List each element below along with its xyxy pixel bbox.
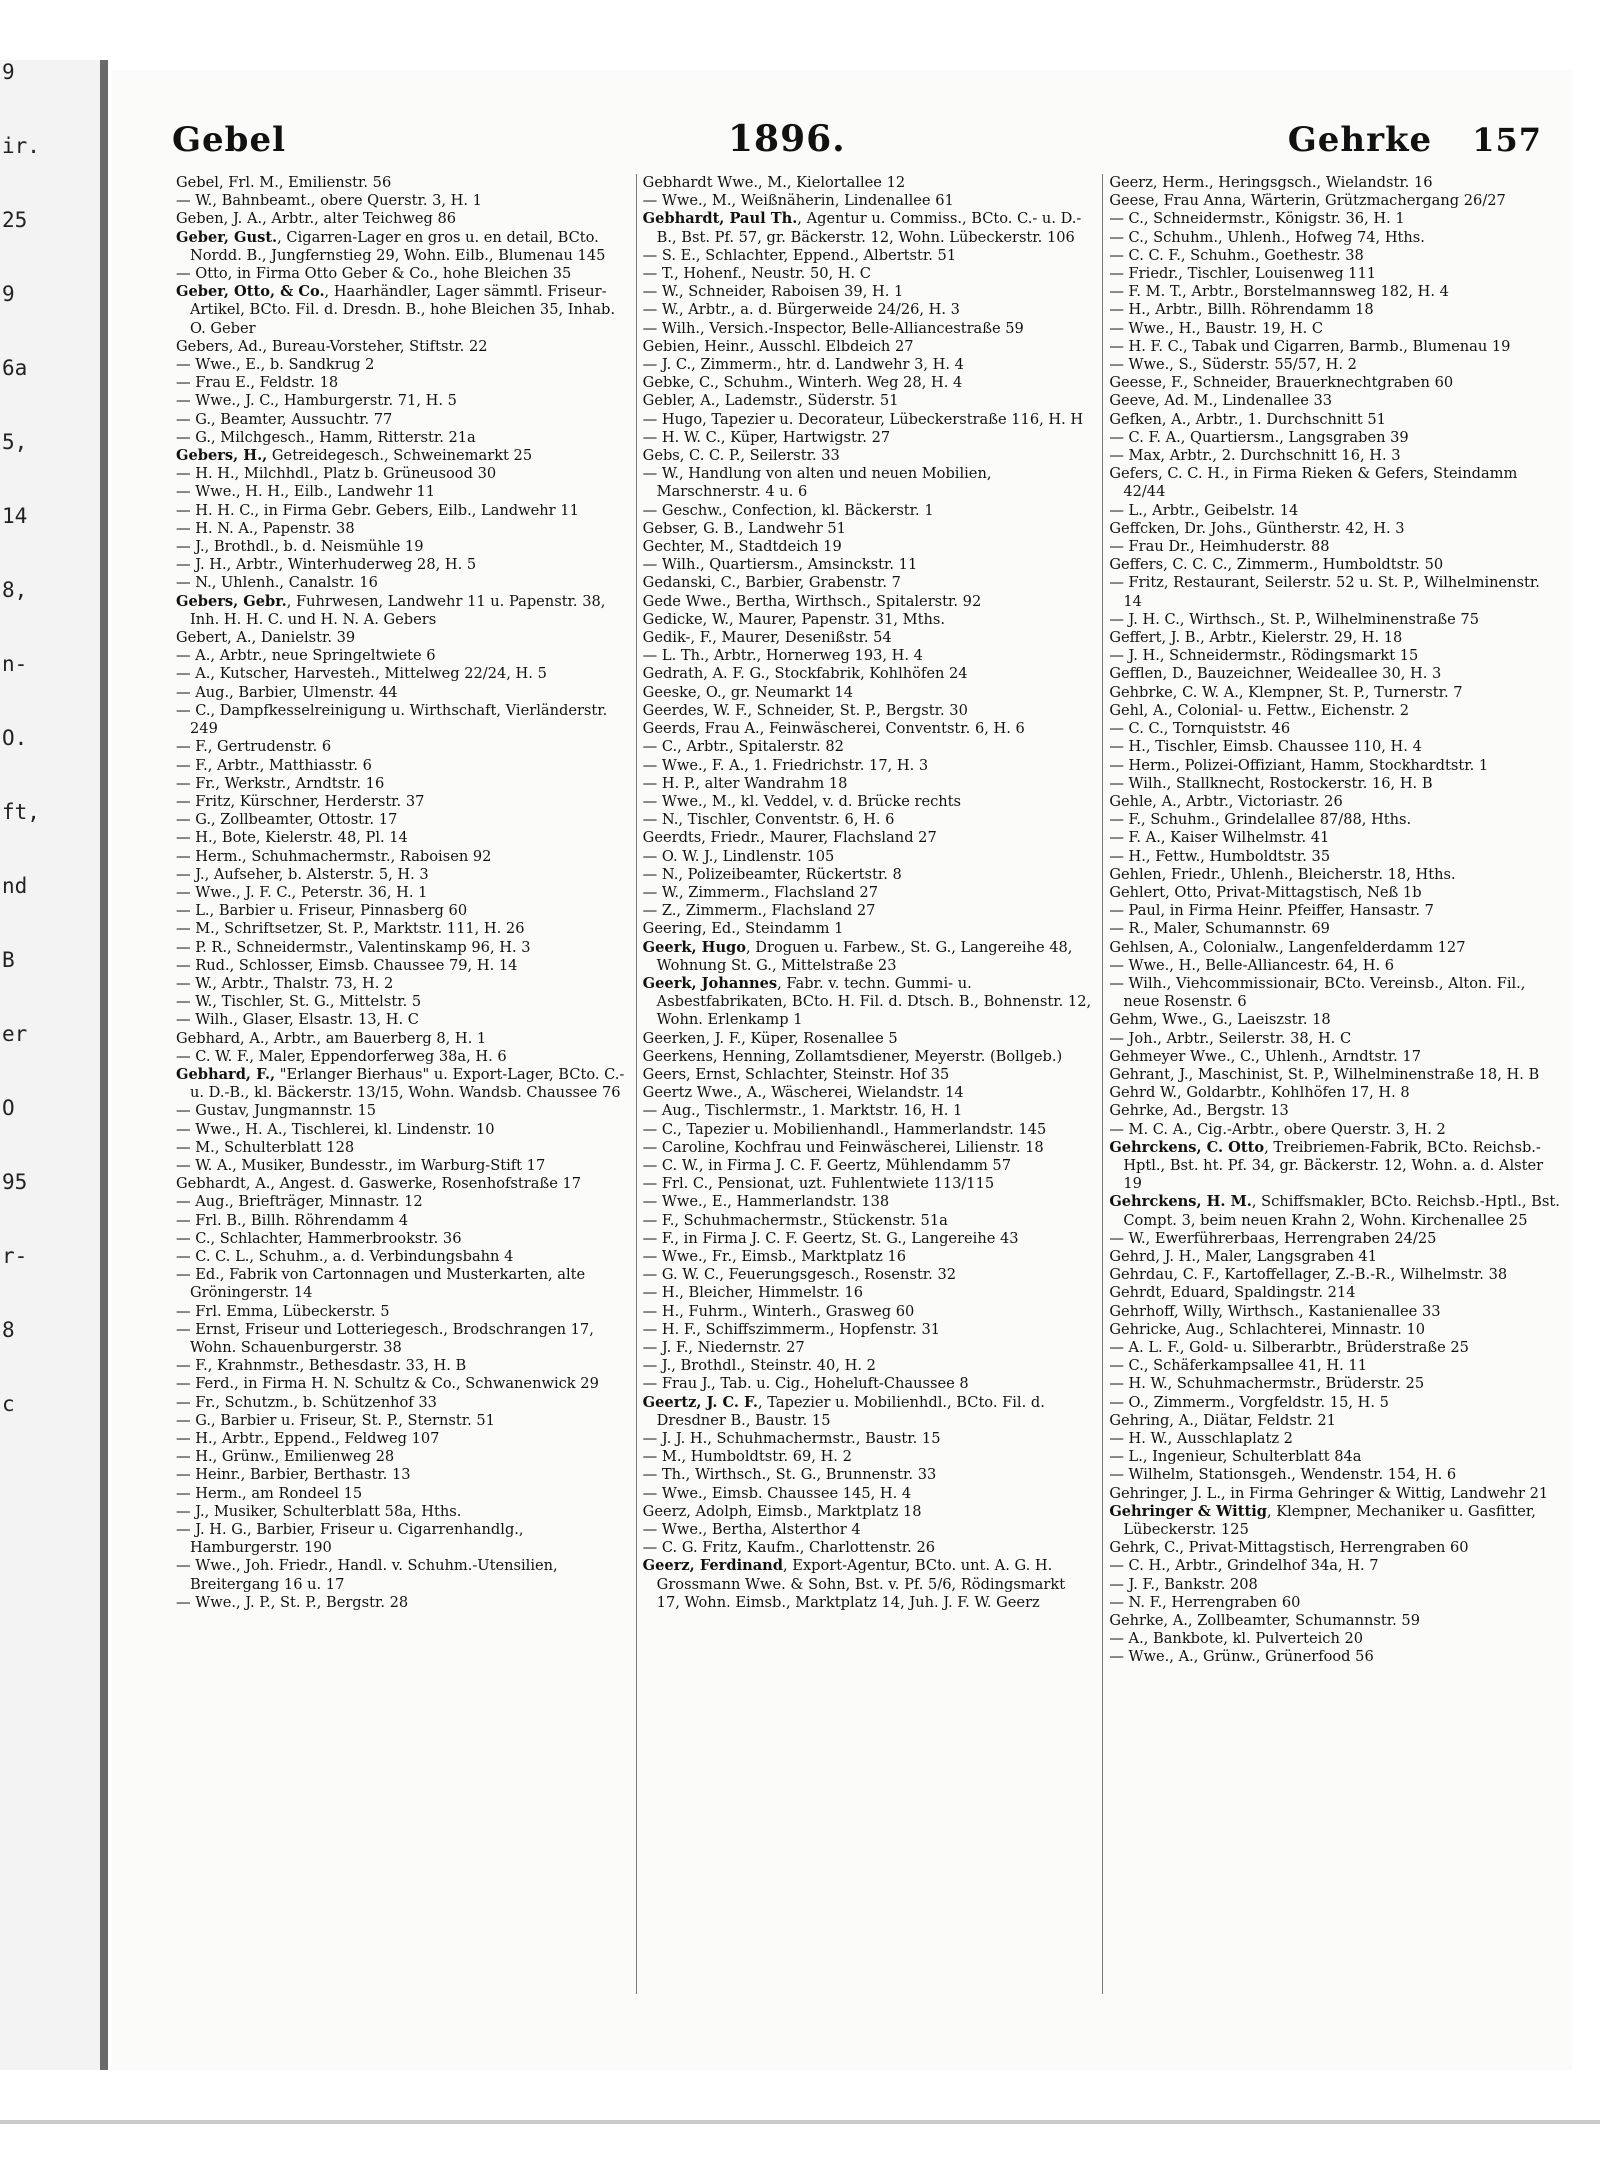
directory-entry: — N. F., Herrengraben 60	[1109, 1593, 1301, 1611]
directory-entry: — A., Bankbote, kl. Pulverteich 20	[1109, 1630, 1364, 1648]
directory-entry: Gedrath, A. F. G., Stockfabrik, Kohlhöfen 24	[642, 665, 968, 683]
header-year: 1896.	[727, 118, 846, 160]
directory-entry: — J. H., Arbtr., Winterhuderweg 28, H. 5	[176, 556, 477, 574]
directory-entry: Gehlen, Friedr., Uhlenh., Bleicherstr. 18, Hths.	[1109, 865, 1456, 883]
directory-entry: — Hugo, Tapezier u. Decorateur, Lübeckerstraße 116, H. H	[642, 410, 1084, 428]
header-right-keyword: Gehrke	[1287, 120, 1433, 160]
directory-entry: — M., Humboldtstr. 69, H. 2	[642, 1448, 852, 1466]
directory-entry: — Fr., Werkstr., Arndtstr. 16	[176, 774, 385, 792]
directory-entry: Gehrdt, Eduard, Spaldingstr. 214	[1109, 1284, 1356, 1302]
directory-entry: Geben, J. A., Arbtr., alter Teichweg 86	[176, 210, 457, 228]
directory-entry: — W., Bahnbeamt., obere Querstr. 3, H. 1	[176, 192, 482, 210]
left-edge-fragment: 8,	[2, 578, 28, 602]
directory-entry: — W., Arbtr., Thalstr. 73, H. 2	[176, 974, 394, 992]
left-edge-fragment: n-	[2, 652, 28, 676]
directory-entry: — H. F., Schiffszimmerm., Hopfenstr. 31	[642, 1320, 941, 1338]
directory-entry: — Z., Zimmerm., Flachsland 27	[642, 902, 876, 920]
directory-entry: Geber, Otto, & Co., Haarhändler, Lager sämmtl. Friseur-Artikel, BCto. Fil. d. Dresdn. B., hohe Bleichen 35, Inhab. O. Geber	[176, 283, 616, 337]
directory-entry: — P. R., Schneidermstr., Valentinskamp 96, H. 3	[176, 938, 531, 956]
directory-entry: — Frl. Emma, Lübeckerstr. 5	[176, 1302, 390, 1320]
directory-entry: Gebser, G. B., Landwehr 51	[642, 519, 846, 537]
directory-entry: Gehlert, Otto, Privat-Mittagstisch, Neß 1b	[1109, 883, 1422, 901]
directory-entry: — F., Schuhm., Grindelallee 87/88, Hths.	[1109, 811, 1412, 829]
directory-entry: — S. E., Schlachter, Eppend., Albertstr. 51	[642, 246, 957, 264]
directory-entry: — H. H. C., in Firma Gebr. Gebers, Eilb., Landwehr 11	[176, 501, 579, 519]
column-2	[637, 174, 1104, 1994]
directory-entry: — O., Zimmerm., Vorgfeldstr. 15, H. 5	[1109, 1393, 1389, 1411]
directory-entry: — C., Schuhm., Uhlenh., Hofweg 74, Hths.	[1109, 228, 1425, 246]
directory-entry: — Wwe., H., Baustr. 19, H. C	[1109, 319, 1324, 337]
directory-entry: Gebhard, A., Arbtr., am Bauerberg 8, H. 1	[176, 1029, 487, 1047]
left-edge-fragment: 25	[2, 208, 28, 232]
directory-entry: — Wwe., A., Grünw., Grünerfood 56	[1109, 1648, 1374, 1666]
directory-entry: — C., Schäferkampsallee 41, H. 11	[1109, 1357, 1367, 1375]
directory-entry: Gede Wwe., Bertha, Wirthsch., Spitalerstr. 92	[642, 592, 982, 610]
directory-entry: Gebien, Heinr., Ausschl. Elbdeich 27	[642, 337, 914, 355]
directory-entry: — J. F., Bankstr. 208	[1109, 1575, 1258, 1593]
directory-entry: Gehrke, A., Zollbeamter, Schumannstr. 59	[1109, 1612, 1421, 1630]
column-1	[170, 174, 637, 1994]
directory-entry: — M., Schriftsetzer, St. P., Marktstr. 111, H. 26	[176, 920, 525, 938]
directory-entry: — Wwe., J. P., St. P., Bergstr. 28	[176, 1593, 409, 1611]
directory-entry: — C., Schneidermstr., Königstr. 36, H. 1	[1109, 210, 1405, 228]
directory-entry: — Wwe., E., b. Sandkrug 2	[176, 356, 375, 374]
left-edge-fragment: 6a	[2, 356, 28, 380]
directory-entry: Gebers, Gebr., Fuhrwesen, Landwehr 11 u. Papenstr. 38, Inh. H. H. C. und H. N. A. Gebers	[176, 592, 606, 628]
directory-entry: — Wwe., F. A., 1. Friedrichstr. 17, H. 3	[642, 756, 929, 774]
directory-entry: — Wwe., Fr., Eimsb., Marktplatz 16	[642, 1247, 907, 1265]
directory-entry: — Wwe., J. C., Hamburgerstr. 71, H. 5	[176, 392, 457, 410]
directory-entry: Geerdes, W. F., Schneider, St. P., Bergstr. 30	[642, 701, 968, 719]
directory-entry: — H., Fuhrm., Winterh., Grasweg 60	[642, 1302, 915, 1320]
directory-entry: — G., Beamter, Aussuchtr. 77	[176, 410, 393, 428]
directory-entry: Gehrckens, C. Otto, Treibriemen-Fabrik, BCto. Reichsb.-Hptl., Bst. ht. Pf. 34, gr. Bäckerstr. 12, Wohn. a. d. Alster 19	[1109, 1138, 1544, 1193]
directory-entry: Gehrke, Ad., Bergstr. 13	[1109, 1102, 1289, 1120]
directory-entry: Geeske, O., gr. Neumarkt 14	[642, 683, 854, 701]
directory-entry: — F., Schuhmachermstr., Stückenstr. 51a	[642, 1211, 948, 1229]
directory-entry: — Frl. C., Pensionat, uzt. Fuhlentwiete 113/115	[642, 1175, 995, 1193]
directory-entry: Gehbrke, C. W. A., Klempner, St. P., Turnerstr. 7	[1109, 683, 1463, 701]
directory-entry: Geese, Frau Anna, Wärterin, Grützmachergang 26/27	[1109, 192, 1506, 210]
directory-entry: — G., Zollbeamter, Ottostr. 17	[176, 811, 398, 829]
directory-entry: — Wwe., Joh. Friedr., Handl. v. Schuhm.-Utensilien, Breitergang 16 u. 17	[176, 1557, 558, 1593]
directory-entry: Gefers, C. C. H., in Firma Rieken & Gefers, Steindamm 42/44	[1109, 465, 1518, 501]
directory-entry: Geerdts, Friedr., Maurer, Flachsland 27	[642, 829, 937, 847]
directory-entry: — M. C. A., Cig.-Arbtr., obere Querstr. 3, H. 2	[1109, 1120, 1446, 1138]
directory-entry: Gehrdau, C. F., Kartoffellager, Z.-B.-R., Wilhelmstr. 38	[1109, 1266, 1508, 1284]
directory-entry: — Wwe., H., Belle-Alliancestr. 64, H. 6	[1109, 956, 1395, 974]
left-page-edge-text	[2, 60, 40, 1466]
directory-entry: Gebhardt, Paul Th., Agentur u. Commiss., BCto. C.- u. D.-B., Bst. Pf. 57, gr. Bäckerstr. 12, Wohn. Lübeckerstr. 106	[642, 210, 1082, 246]
directory-entry: — H. P., alter Wandrahm 18	[642, 774, 848, 792]
directory-entry: Geffers, C. C. C., Zimmerm., Humboldtstr. 50	[1109, 556, 1444, 574]
directory-entry: — T., Hohenf., Neustr. 50, H. C	[642, 265, 871, 283]
directory-entry: Gebert, A., Danielstr. 39	[176, 629, 356, 647]
directory-entry: Gebers, H., Getreidegesch., Schweinemarkt 25	[176, 447, 533, 465]
directory-entry: — H., Grünw., Emilienweg 28	[176, 1448, 395, 1466]
directory-columns	[170, 174, 1570, 1994]
directory-entry: Geerk, Johannes, Fabr. v. techn. Gummi- u. Asbestfabrikaten, BCto. H. Fil. d. Dtsch. B., Bohnenstr. 12, Wohn. Erlenkamp 1	[642, 974, 1092, 1029]
directory-entry: — Wwe., S., Süderstr. 55/57, H. 2	[1109, 356, 1357, 374]
directory-entry: — W., Ewerführerbaas, Herrengraben 24/25	[1109, 1229, 1437, 1247]
directory-entry: Geerz, Herm., Heringsgsch., Wielandstr. 16	[1109, 174, 1433, 191]
directory-entry: Gedicke, W., Maurer, Papenstr. 31, Mths.	[642, 610, 945, 628]
left-edge-fragment: c	[2, 1392, 15, 1416]
left-edge-fragment: nd	[2, 874, 28, 898]
directory-entry: Gehringer & Wittig, Klempner, Mechaniker u. Gasfitter, Lübeckerstr. 125	[1109, 1502, 1536, 1539]
left-edge-fragment: 8	[2, 1318, 15, 1342]
left-edge-fragment: ir.	[2, 134, 40, 158]
left-edge-fragment: er	[2, 1022, 28, 1046]
directory-entry: — C. F. A., Quartiersm., Langsgraben 39	[1109, 428, 1409, 446]
directory-entry: — C. C. L., Schuhm., a. d. Verbindungsbahn 4	[176, 1247, 514, 1265]
directory-entry: — W., Zimmerm., Flachsland 27	[642, 883, 878, 901]
directory-entry: — G. W. C., Feuerungsgesch., Rosenstr. 32	[642, 1266, 957, 1284]
directory-entry: — H., Bleicher, Himmelstr. 16	[642, 1284, 864, 1302]
directory-entry: — W., Schneider, Raboisen 39, H. 1	[642, 283, 904, 301]
book-gutter	[100, 60, 108, 2070]
directory-entry: — H., Arbtr., Billh. Röhrendamm 18	[1109, 301, 1374, 319]
directory-entry: — C., Tapezier u. Mobilienhandl., Hammerlandstr. 145	[642, 1120, 1047, 1138]
directory-entry: — Herm., Polizei-Offiziant, Hamm, Stockhardtstr. 1	[1109, 756, 1489, 774]
directory-entry: — C. C. F., Schuhm., Goethestr. 38	[1109, 246, 1364, 264]
directory-entry: Gehrant, J., Maschinist, St. P., Wilhelminenstraße 18, H. B	[1109, 1065, 1540, 1083]
directory-entry: — H., Fettw., Humboldtstr. 35	[1109, 847, 1331, 865]
directory-entry: — Frl. B., Billh. Röhrendamm 4	[176, 1211, 409, 1229]
directory-entry: — N., Tischler, Conventstr. 6, H. 6	[642, 811, 895, 829]
directory-entry: — R., Maler, Schumannstr. 69	[1109, 920, 1330, 938]
directory-entry: Gehrd W., Goldarbtr., Kohlhöfen 17, H. 8	[1109, 1084, 1410, 1102]
directory-entry: Gehring, A., Diätar, Feldstr. 21	[1109, 1411, 1336, 1429]
directory-entry: — F., Krahnmstr., Bethesdastr. 33, H. B	[176, 1357, 467, 1375]
directory-entry: Gebhard, F., "Erlanger Bierhaus" u. Export-Lager, BCto. C.- u. D.-B., kl. Bäckerstr. 13/15, Wohn. Wandsb. Chaussee 76	[176, 1065, 625, 1102]
directory-entry: Gehrk, C., Privat-Mittagstisch, Herrengraben 60	[1109, 1539, 1469, 1557]
directory-entry: Geers, Ernst, Schlachter, Steinstr. Hof 35	[642, 1065, 950, 1083]
directory-entry: Gebke, C., Schuhm., Winterh. Weg 28, H. 4	[642, 374, 963, 392]
directory-entry: Geerk, Hugo, Droguen u. Farbew., St. G., Langereihe 48, Wohnung St. G., Mittelstraße 23	[642, 938, 1073, 974]
directory-entry: — Aug., Briefträger, Minnastr. 12	[176, 1193, 423, 1211]
directory-entry: — A. L. F., Gold- u. Silberarbtr., Brüderstraße 25	[1109, 1339, 1469, 1356]
directory-entry: — Herm., Schuhmachermstr., Raboisen 92	[176, 847, 492, 865]
directory-entry: — N., Polizeibeamter, Rückertstr. 8	[642, 865, 902, 883]
directory-entry: — Friedr., Tischler, Louisenweg 111	[1109, 265, 1377, 283]
directory-entry: — F. A., Kaiser Wilhelmstr. 41	[1109, 829, 1330, 847]
directory-entry: — Ed., Fabrik von Cartonnagen und Musterkarten, alte Gröningerstr. 14	[176, 1266, 586, 1302]
directory-entry: Gebhardt Wwe., M., Kielortallee 12	[642, 174, 906, 191]
left-edge-fragment: O.	[2, 726, 28, 750]
directory-entry: — C., Dampfkesselreinigung u. Wirthschaft, Vierländerstr. 249	[176, 701, 608, 738]
directory-entry: Geering, Ed., Steindamm 1	[642, 920, 844, 938]
directory-entry: — Herm., am Rondeel 15	[176, 1484, 363, 1502]
directory-entry: — Geschw., Confection, kl. Bäckerstr. 1	[642, 501, 934, 519]
directory-entry: — Aug., Tischlermstr., 1. Marktstr. 16, H. 1	[642, 1102, 963, 1120]
directory-entry: Gehringer, J. L., in Firma Gehringer & Wittig, Landwehr 21	[1109, 1484, 1549, 1502]
directory-entry: — W., Handlung von alten und neuen Mobilien, Marschnerstr. 4 u. 6	[642, 465, 992, 501]
directory-entry: Gehrckens, H. M., Schiffsmakler, BCto. Reichsb.-Hptl., Bst. Compt. 3, beim neuen Krahn 2, Wohn. Kirchenallee 25	[1109, 1193, 1560, 1229]
directory-entry: — Otto, in Firma Otto Geber & Co., hohe Bleichen 35	[176, 265, 572, 283]
directory-entry: Geertz Wwe., A., Wäscherei, Wielandstr. 14	[642, 1084, 964, 1102]
directory-entry: — C., Arbtr., Spitalerstr. 82	[642, 738, 844, 756]
directory-entry: — F. M. T., Arbtr., Borstelmannsweg 182, H. 4	[1109, 283, 1449, 301]
directory-entry: Gehrd, J. H., Maler, Langsgraben 41	[1109, 1247, 1378, 1265]
left-edge-fragment: ft,	[2, 800, 40, 824]
directory-entry: — Wwe., Eimsb. Chaussee 145, H. 4	[642, 1484, 912, 1502]
directory-entry: — J., Aufseher, b. Alsterstr. 5, H. 3	[176, 865, 429, 883]
directory-entry: — Max, Arbtr., 2. Durchschnitt 16, H. 3	[1109, 447, 1401, 465]
header-right-group	[1288, 120, 1542, 160]
directory-entry: — J., Brothdl., Steinstr. 40, H. 2	[642, 1357, 876, 1375]
directory-entry: — Th., Wirthsch., St. G., Brunnenstr. 33	[642, 1466, 937, 1484]
directory-entry: — L. Th., Arbtr., Hornerweg 193, H. 4	[642, 647, 923, 665]
directory-entry: — Wwe., E., Hammerlandstr. 138	[642, 1193, 890, 1211]
directory-entry: Gedik-, F., Maurer, Desenißstr. 54	[642, 629, 892, 647]
directory-entry: — Aug., Barbier, Ulmenstr. 44	[176, 683, 398, 701]
directory-entry: Gebers, Ad., Bureau-Vorsteher, Stiftstr. 22	[176, 337, 488, 355]
directory-entry: — C. H., Arbtr., Grindelhof 34a, H. 7	[1109, 1557, 1379, 1575]
directory-entry: Gehlsen, A., Colonialw., Langenfelderdamm 127	[1109, 938, 1466, 956]
directory-entry: Geerz, Adolph, Eimsb., Marktplatz 18	[642, 1502, 922, 1520]
directory-entry: Gehmeyer Wwe., C., Uhlenh., Arndtstr. 17	[1109, 1047, 1421, 1065]
directory-entry: Gechter, M., Stadtdeich 19	[642, 538, 842, 556]
left-edge-fragment: 5,	[2, 430, 28, 454]
directory-entry: Gedanski, C., Barbier, Grabenstr. 7	[642, 574, 901, 592]
directory-entry: Gebs, C. C. P., Seilerstr. 33	[642, 447, 840, 465]
directory-entry: — Wwe., H. A., Tischlerei, kl. Lindenstr. 10	[176, 1120, 495, 1138]
directory-entry: — Rud., Schlosser, Eimsb. Chaussee 79, H. 14	[176, 956, 518, 974]
directory-entry: Geerz, Ferdinand, Export-Agentur, BCto. unt. A. G. H. Grossmann Wwe. & Sohn, Bst. v. Pf. 5/6, Rödingsmarkt 17, Wohn. Eimsb., Marktplatz 14, Juh. J. F. W. Geerz	[642, 1557, 1066, 1611]
directory-entry: — C. W. F., Maler, Eppendorferweg 38a, H. 6	[176, 1047, 507, 1065]
directory-entry: — F., in Firma J. C. F. Geertz, St. G., Langereihe 43	[642, 1229, 1019, 1247]
directory-entry: Gehricke, Aug., Schlachterei, Minnastr. 10	[1109, 1320, 1426, 1338]
directory-entry: Geffert, J. B., Arbtr., Kielerstr. 29, H. 18	[1109, 629, 1403, 647]
directory-entry: — H. W. C., Küper, Hartwigstr. 27	[642, 428, 891, 446]
directory-entry: — Heinr., Barbier, Berthastr. 13	[176, 1466, 411, 1484]
directory-entry: — L., Arbtr., Geibelstr. 14	[1109, 501, 1299, 519]
directory-entry: — G., Milchgesch., Hamm, Ritterstr. 21a	[176, 428, 476, 446]
directory-entry: Geeve, Ad. M., Lindenallee 33	[1109, 392, 1333, 410]
directory-entry: Gefken, A., Arbtr., 1. Durchschnitt 51	[1109, 410, 1386, 428]
directory-entry: — Ferd., in Firma H. N. Schultz & Co., Schwanenwick 29	[176, 1375, 599, 1393]
directory-entry: — Wwe., H. H., Eilb., Landwehr 11	[176, 483, 436, 501]
directory-entry: — H., Tischler, Eimsb. Chaussee 110, H. 4	[1109, 738, 1422, 756]
page-number: 157	[1472, 121, 1542, 159]
directory-entry: — Ernst, Friseur und Lotteriegesch., Brodschrangen 17, Wohn. Schauenburgerstr. 38	[176, 1320, 594, 1356]
directory-entry: Geerken, J. F., Küper, Rosenallee 5	[642, 1029, 898, 1047]
directory-entry: — J., Brothdl., b. d. Neismühle 19	[176, 538, 424, 556]
directory-entry: — Fritz, Restaurant, Seilerstr. 52 u. St. P., Wilhelminenstr. 14	[1109, 574, 1540, 610]
directory-entry: — Fr., Schutzm., b. Schützenhof 33	[176, 1393, 437, 1411]
directory-entry: — Frau Dr., Heimhuderstr. 88	[1109, 538, 1330, 556]
directory-entry: — J. H. C., Wirthsch., St. P., Wilhelminenstraße 75	[1109, 610, 1479, 628]
directory-entry: — Wilh., Quartiersm., Amsinckstr. 11	[642, 556, 918, 574]
directory-entry: Gehm, Wwe., G., Laeiszstr. 18	[1109, 1011, 1331, 1029]
directory-entry: — J. F., Niedernstr. 27	[642, 1339, 805, 1356]
directory-entry: — C. W., in Firma J. C. F. Geertz, Mühlendamm 57	[642, 1156, 1011, 1174]
directory-entry: — Gustav, Jungmannstr. 15	[176, 1102, 377, 1120]
directory-entry: Gehle, A., Arbtr., Victoriastr. 26	[1109, 792, 1343, 810]
directory-entry: — H. H., Milchhdl., Platz b. Grüneusood 30	[176, 465, 497, 483]
left-edge-fragment: 95	[2, 1170, 28, 1194]
header-left-keyword: Gebel	[172, 120, 286, 160]
directory-entry: — H. F. C., Tabak und Cigarren, Barmb., Blumenau 19	[1109, 337, 1511, 355]
directory-entry: — Frau J., Tab. u. Cig., Hoheluft-Chaussee 8	[642, 1375, 969, 1393]
left-edge-fragment: 9	[2, 60, 15, 84]
page-header	[172, 118, 1542, 168]
directory-entry: Geesse, F., Schneider, Brauerknechtgraben 60	[1109, 374, 1454, 392]
left-edge-fragment: 14	[2, 504, 28, 528]
directory-entry: — A., Arbtr., neue Springeltwiete 6	[176, 647, 436, 665]
directory-entry: Gehrhoff, Willy, Wirthsch., Kastanienallee 33	[1109, 1302, 1441, 1320]
directory-entry: — H. W., Ausschlaplatz 2	[1109, 1430, 1293, 1448]
directory-entry: — J. J. H., Schuhmachermstr., Baustr. 15	[642, 1430, 941, 1448]
left-page-edge	[0, 60, 103, 2070]
directory-entry: — Wilhelm, Stationsgeh., Wendenstr. 154, H. 6	[1109, 1466, 1457, 1484]
directory-entry: — Wwe., J. F. C., Peterstr. 36, H. 1	[176, 883, 428, 901]
directory-entry: — Caroline, Kochfrau und Feinwäscherei, Lilienstr. 18	[642, 1138, 1044, 1156]
directory-entry: — W., Arbtr., a. d. Bürgerweide 24/26, H. 3	[642, 301, 960, 319]
directory-entry: Geertz, J. C. F., Tapezier u. Mobilienhdl., BCto. Fil. d. Dresdner B., Baustr. 15	[642, 1393, 1045, 1429]
directory-entry: — Paul, in Firma Heinr. Pfeiffer, Hansastr. 7	[1109, 902, 1434, 920]
directory-entry: — H., Arbtr., Eppend., Feldweg 107	[176, 1430, 440, 1448]
directory-entry: Gefflen, D., Bauzeichner, Weideallee 30, H. 3	[1109, 665, 1442, 683]
directory-entry: — G., Barbier u. Friseur, St. P., Sternstr. 51	[176, 1411, 495, 1429]
directory-entry: — L., Ingenieur, Schulterblatt 84a	[1109, 1448, 1362, 1466]
directory-entry: — H. N. A., Papenstr. 38	[176, 519, 355, 537]
directory-entry: — C. G. Fritz, Kaufm., Charlottenstr. 26	[642, 1539, 936, 1557]
directory-entry: Geerds, Frau A., Feinwäscherei, Conventstr. 6, H. 6	[642, 720, 1025, 738]
directory-entry: Geber, Gust., Cigarren-Lager en gros u. en detail, BCto. Nordd. B., Jungfernstieg 29, Wohn. Eilb., Blumenau 145	[176, 228, 606, 264]
directory-entry: — Wilh., Versich.-Inspector, Belle-Alliancestraße 59	[642, 319, 1024, 337]
left-edge-fragment: 9	[2, 282, 15, 306]
directory-entry: — W., Tischler, St. G., Mittelstr. 5	[176, 993, 422, 1011]
directory-entry: — C. C., Tornquiststr. 46	[1109, 720, 1291, 738]
directory-entry: Gebhardt, A., Angest. d. Gaswerke, Rosenhofstraße 17	[176, 1175, 582, 1193]
directory-entry: — O. W. J., Lindlenstr. 105	[642, 847, 835, 865]
directory-entry: Gehl, A., Colonial- u. Fettw., Eichenstr. 2	[1109, 701, 1410, 719]
directory-entry: — Wilh., Viehcommissionair, BCto. Vereinsb., Alton. Fil., neue Rosenstr. 6	[1109, 974, 1526, 1011]
directory-entry: — A., Kutscher, Harvesteh., Mittelweg 22/24, H. 5	[176, 665, 547, 683]
left-edge-fragment: B	[2, 948, 15, 972]
directory-entry: — N., Uhlenh., Canalstr. 16	[176, 574, 378, 592]
directory-entry: Geffcken, Dr. Johs., Güntherstr. 42, H. 3	[1109, 519, 1405, 537]
directory-entry: — J., Musiker, Schulterblatt 58a, Hths.	[176, 1502, 462, 1520]
directory-entry: — M., Schulterblatt 128	[176, 1138, 355, 1156]
directory-entry: — F., Arbtr., Matthiasstr. 6	[176, 756, 372, 774]
directory-entry: — W. A., Musiker, Bundesstr., im Warburg-Stift 17	[176, 1156, 546, 1174]
left-edge-fragment: r-	[2, 1244, 28, 1268]
directory-entry: — Wilh., Stallknecht, Rostockerstr. 16, H. B	[1109, 774, 1433, 792]
directory-entry: — Wwe., M., kl. Veddel, v. d. Brücke rechts	[642, 792, 962, 810]
directory-entry: — H. W., Schuhmachermstr., Brüderstr. 25	[1109, 1375, 1425, 1393]
directory-entry: Gebler, A., Lademstr., Süderstr. 51	[642, 392, 899, 410]
directory-entry: Geerkens, Henning, Zollamtsdiener, Meyerstr. (Bollgeb.)	[642, 1047, 1063, 1065]
directory-entry: — J. H., Schneidermstr., Rödingsmarkt 15	[1109, 647, 1419, 665]
directory-entry: — Frau E., Feldstr. 18	[176, 374, 339, 392]
directory-entry: — J. H. G., Barbier, Friseur u. Cigarrenhandlg., Hamburgerstr. 190	[176, 1521, 524, 1557]
directory-entry: — Wilh., Glaser, Elsastr. 13, H. C	[176, 1011, 419, 1029]
directory-entry: — F., Gertrudenstr. 6	[176, 738, 332, 756]
directory-entry: — Wwe., Bertha, Alsterthor 4	[642, 1521, 861, 1539]
directory-entry: Gebel, Frl. M., Emilienstr. 56	[176, 174, 392, 191]
directory-entry: — Fritz, Kürschner, Herderstr. 37	[176, 792, 425, 810]
directory-entry: — Wwe., M., Weißnäherin, Lindenallee 61	[642, 192, 954, 210]
directory-entry: — C., Schlachter, Hammerbrookstr. 36	[176, 1229, 462, 1247]
directory-entry: — L., Barbier u. Friseur, Pinnasberg 60	[176, 902, 468, 920]
directory-entry: — J. C., Zimmerm., htr. d. Landwehr 3, H. 4	[642, 356, 964, 374]
left-edge-fragment: O	[2, 1096, 15, 1120]
column-3	[1103, 174, 1570, 1994]
directory-page	[112, 70, 1572, 2070]
directory-entry: — H., Bote, Kielerstr. 48, Pl. 14	[176, 829, 408, 847]
directory-entry: — Joh., Arbtr., Seilerstr. 38, H. C	[1109, 1029, 1352, 1047]
scan-bottom-edge	[0, 2120, 1600, 2124]
